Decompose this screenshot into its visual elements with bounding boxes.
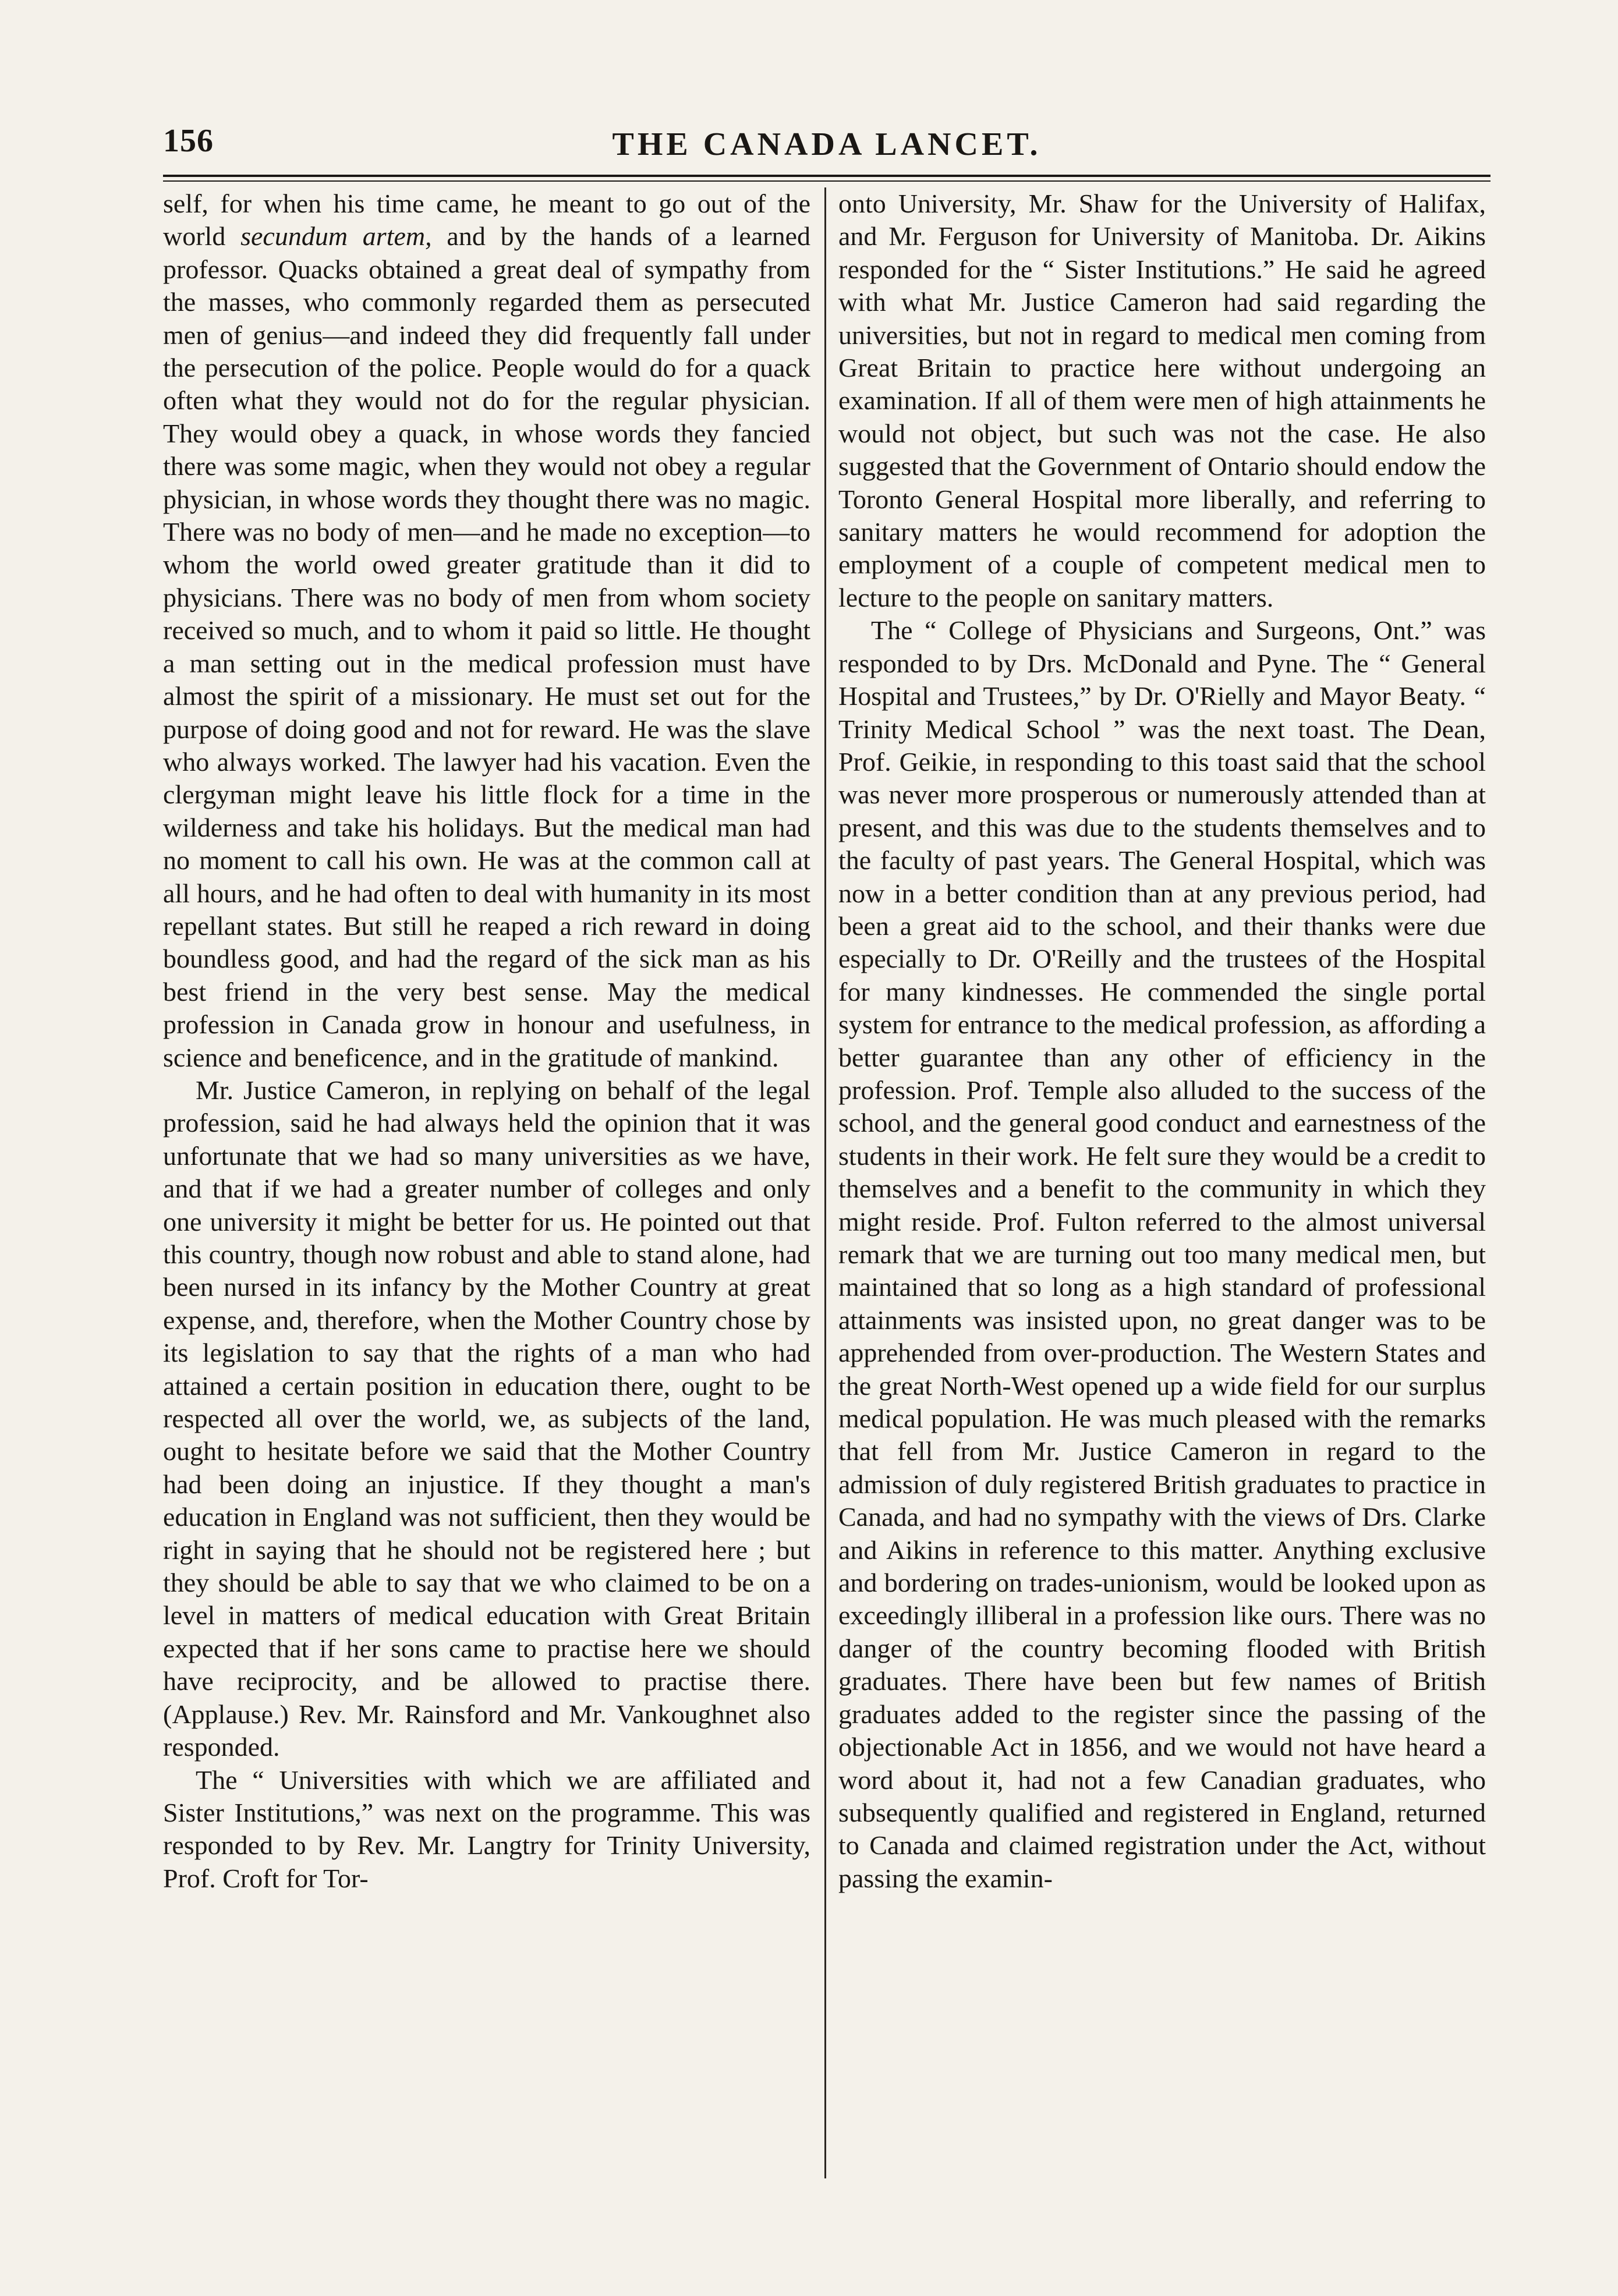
left-paragraph-1-rest: and by the hands of a learned professor. Quacks obtained a great deal of sympathy from the masses, who commonly regarded them as persecuted men of genius—and indeed they did frequently fall under the persecution of the police. People would do for a quack often what they would not do for the regular physician. They would obey a quack, in whose words they fancied there was some magic, when they would not obey a regular physician, in whose words they thought there was no magic. There was no body of men—and he made no exception—to whom the world owed greater gratitude than it did to physicians. There was no body of men from whom society received so much, and to whom it paid so little. He thought a man setting out in the medical profession must have almost the spirit of a missionary. He must set out for the purpose of doing good and not for reward. He was the slave who always worked. The lawyer had his vacation. Even the clergyman might leave his little flock for a time in the wilderness and take his holidays. But the medical man had no moment to call his own. He was at the common call at all hours, and he had often to deal with humanity in its most repellant states. But still he reaped a rich reward in doing boundless good, and had the regard of the sick man as his best friend in the very best sense. May the medical profession in Canada grow in honour and usefulness, in science and beneficence, and in the gratitude of mankind. <box>163 221 810 1072</box>
right-paragraph-2: The “ College of Physicians and Surgeons, Ont.” was responded to by Drs. McDonald and Pyne. The “ General Hospital and Trustees,” by Dr. O'Rielly and Mayor Beaty. “ Trinity Medical School ” was the next toast. The Dean, Prof. Geikie, in responding to this toast said that the school was never more prosperous or numerously attended than at present, and this was due to the students themselves and to the faculty of past years. The General Hospital, which was now in a better condition than at any previous period, had been a great aid to the school, and their thanks were due especially to Dr. O'Reilly and the trustees of the Hospital for many kindnesses. He commended the single portal system for entrance to the medical profession, as affording a better guarantee than any other of efficiency in the profession. Prof. Temple also alluded to the success of the school, and the general good conduct and earnestness of the students in their work. He felt sure they would be a credit to themselves and a benefit to the community in which they might reside. Prof. Fulton referred to the almost universal remark that we are turning out too many medical men, but maintained that so long as a high standard of professional attainments was insisted upon, no great danger was to be apprehended from over-production. The Western States and the great North-West opened up a wide field for our surplus medical population. He was much pleased with the remarks that fell from Mr. Justice Cameron in regard to the admission of duly registered British graduates to practice in Canada, and had no sympathy with the views of Drs. Clarke and Aikins in reference to this matter. Anything exclusive and bordering on trades-unionism, would be looked upon as exceedingly illiberal in a profession like ours. There was no danger of the country becoming flooded with British graduates. There have been but few names of British graduates added to the register since the passing of the objectionable Act in 1856, and we would not have heard a word about it, had not a few Canadian graduates, who subsequently qualified and registered in England, returned to Canada and claimed registration under the Act, without passing the examin- <box>838 615 1486 1893</box>
header-rule-thick <box>163 175 1490 177</box>
left-paragraph-1-latin-phrase: secundum artem, <box>240 221 432 251</box>
column-divider <box>824 187 826 2178</box>
page-number: 156 <box>163 123 214 159</box>
page-header <box>163 116 1490 180</box>
header-rule-thin <box>163 180 1490 182</box>
left-paragraph-1-start: self, for when his time came, he meant to go out of the world <box>163 189 810 251</box>
left-column <box>163 187 810 2178</box>
journal-title: THE CANADA LANCET. <box>612 126 1042 162</box>
right-column <box>838 187 1486 2178</box>
left-paragraph-3: The “ Universities with which we are affiliated and Sister Institutions,” was next on the programme. This was responded to by Rev. Mr. Langtry for Trinity University, Prof. Croft for Tor- <box>163 1764 810 1893</box>
left-paragraph-1 <box>163 187 810 1074</box>
right-paragraph-1: onto University, Mr. Shaw for the University of Halifax, and Mr. Ferguson for University of Manitoba. Dr. Aikins responded for the “ Sister Institutions.” He said he agreed with what Mr. Justice Cameron had said regarding the universities, but not in regard to medical men coming from Great Britain to practice here without undergoing an examination. If all of them were men of high attainments he would not object, but such was not the case. He also suggested that the Government of Ontario should endow the Toronto General Hospital more liberally, and referring to sanitary matters he would recommend for adoption the employment of a couple of competent medical men to lecture to the people on sanitary matters. <box>838 189 1486 612</box>
left-paragraph-2: Mr. Justice Cameron, in replying on behalf of the legal profession, said he had always held the opinion that it was unfortunate that we had so many universities as we have, and that if we had a greater number of colleges and only one university it might be better for us. He pointed out that this country, though now robust and able to stand alone, had been nursed in its infancy by the Mother Country at great expense, and, therefore, when the Mother Country chose by its legislation to say that the rights of a man who had attained a certain position in education there, ought to be respected all over the world, we, as subjects of the land, ought to hesitate before we said that the Mother Country had been doing an injustice. If they thought a man's education in England was not sufficient, then they would be right in saying that he should not be registered here ; but they should be able to say that we who claimed to be on a level in matters of medical education with Great Britain expected that if her sons came to practise here we should have reciprocity, and be allowed to practise there. (Applause.) Rev. Mr. Rainsford and Mr. Vankoughnet also responded. <box>163 1075 810 1762</box>
